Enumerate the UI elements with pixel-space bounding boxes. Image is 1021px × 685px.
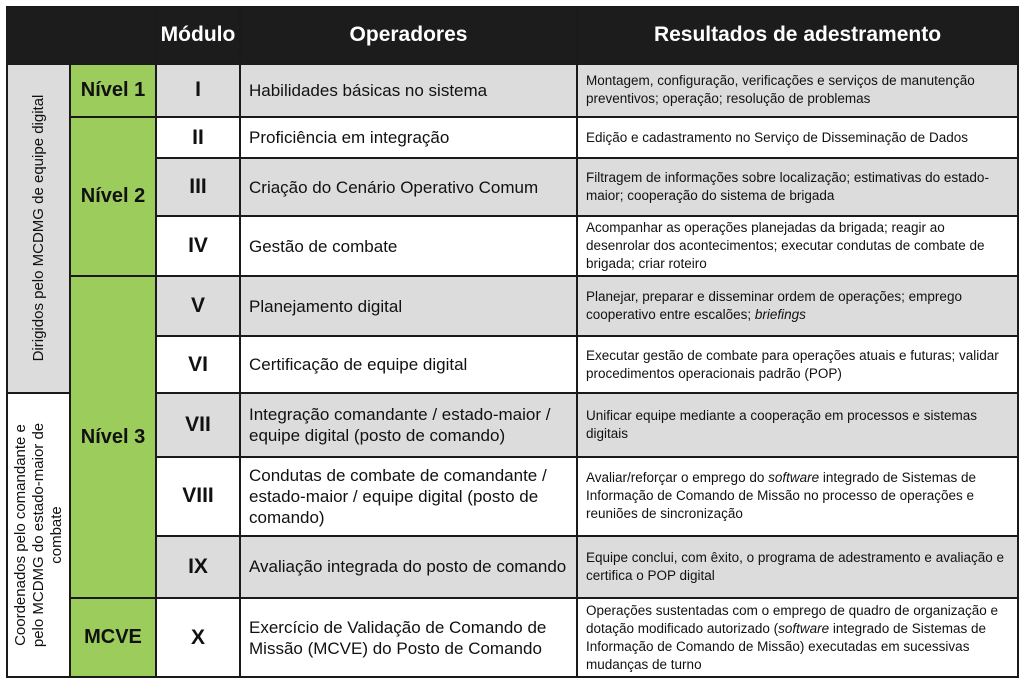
table-row [7, 393, 1018, 457]
header-blank [7, 7, 156, 64]
table-row [7, 64, 1018, 117]
module-cell: IV [156, 216, 240, 277]
module-cell: X [156, 598, 240, 677]
result-text: Operações sustentadas com o emprego de quadro de organização e dotação modificado autorizado ( [586, 602, 999, 636]
result-cell: Executar gestão de combate para operações atuais e futuras; validar procedimentos operacionais padrão (POP) [577, 336, 1018, 394]
result-cell [577, 598, 1018, 677]
group-coordinated-line: Coordenados pelo comandante e [11, 424, 29, 647]
header-operators: Operadores [240, 7, 577, 64]
operator-cell: Criação do Cenário Operativo Comum [240, 158, 577, 216]
table-row [7, 336, 1018, 394]
result-emphasis: briefings [754, 307, 806, 323]
header-results: Resultados de adestramento [577, 7, 1018, 64]
group-coordinated [7, 393, 70, 677]
result-text: Avaliar/reforçar o emprego do [586, 470, 769, 486]
operator-cell: Integração comandante / estado-maior / equipe digital (posto de comando) [240, 393, 577, 457]
operator-cell: Exercício de Validação de Comando de Missão (MCVE) do Posto de Comando [240, 598, 577, 677]
level-mcve: MCVE [70, 598, 156, 677]
module-cell: V [156, 276, 240, 336]
result-cell: Equipe conclui, com êxito, o programa de adestramento e avaliação e certifica o POP digital [577, 536, 1018, 599]
module-cell: I [156, 64, 240, 117]
operator-cell: Avaliação integrada do posto de comando [240, 536, 577, 599]
result-text: Planejar, preparar e disseminar ordem de operações; emprego cooperativo entre escalões; [586, 289, 962, 323]
operator-cell: Planejamento digital [240, 276, 577, 336]
module-cell: IX [156, 536, 240, 599]
table-row [7, 598, 1018, 677]
table-row [7, 536, 1018, 599]
result-emphasis: software [778, 620, 830, 636]
result-cell: Edição e cadastramento no Serviço de Disseminação de Dados [577, 117, 1018, 158]
operator-cell: Condutas de combate de comandante / estado-maior / equipe digital (posto de comando) [240, 457, 577, 536]
group-directed [7, 64, 70, 394]
header-module: Módulo [156, 7, 240, 64]
level-3: Nível 3 [70, 276, 156, 598]
result-cell: Filtragem de informações sobre localização; estimativas do estado-maior; cooperação do sistema de brigada [577, 158, 1018, 216]
operator-cell: Gestão de combate [240, 216, 577, 277]
group-coordinated-line: pelo MCDMG do estado-maior de [29, 423, 47, 648]
table-row [7, 457, 1018, 536]
table-row [7, 276, 1018, 336]
module-cell: VI [156, 336, 240, 394]
group-coordinated-line: combate [47, 506, 65, 564]
group-directed-label: Dirigidos pelo MCDMG de equipe digital [29, 95, 47, 362]
table-row [7, 216, 1018, 277]
result-cell [577, 276, 1018, 336]
table-row [7, 158, 1018, 216]
result-cell: Montagem, configuração, verificações e serviços de manutenção preventivos; operação; resolução de problemas [577, 64, 1018, 117]
level-1: Nível 1 [70, 64, 156, 117]
module-cell: VII [156, 393, 240, 457]
result-emphasis: software [768, 470, 820, 486]
module-cell: VIII [156, 457, 240, 536]
result-cell: Acompanhar as operações planejadas da brigada; reagir ao desenrolar dos acontecimentos; executar condutas de combate de brigada; criar roteiro [577, 216, 1018, 277]
result-cell: Unificar equipe mediante a cooperação em processos e sistemas digitais [577, 393, 1018, 457]
module-cell: II [156, 117, 240, 158]
result-cell [577, 457, 1018, 536]
table-row [7, 117, 1018, 158]
group-coordinated-label [12, 423, 66, 647]
module-cell: III [156, 158, 240, 216]
result-text: integrado de Sistemas de Informação de Comando de Missão no processo de operações e reuniões de sincronização [586, 470, 976, 522]
operator-cell: Habilidades básicas no sistema [240, 64, 577, 117]
result-text: integrado de Sistemas de Informação de Comando de Missão) executadas em sucessivas mudanças de turno [586, 620, 987, 672]
operator-cell: Proficiência em integração [240, 117, 577, 158]
operator-cell: Certificação de equipe digital [240, 336, 577, 394]
header-row [7, 7, 1018, 64]
level-2: Nível 2 [70, 117, 156, 276]
training-modules-table [6, 6, 1019, 678]
